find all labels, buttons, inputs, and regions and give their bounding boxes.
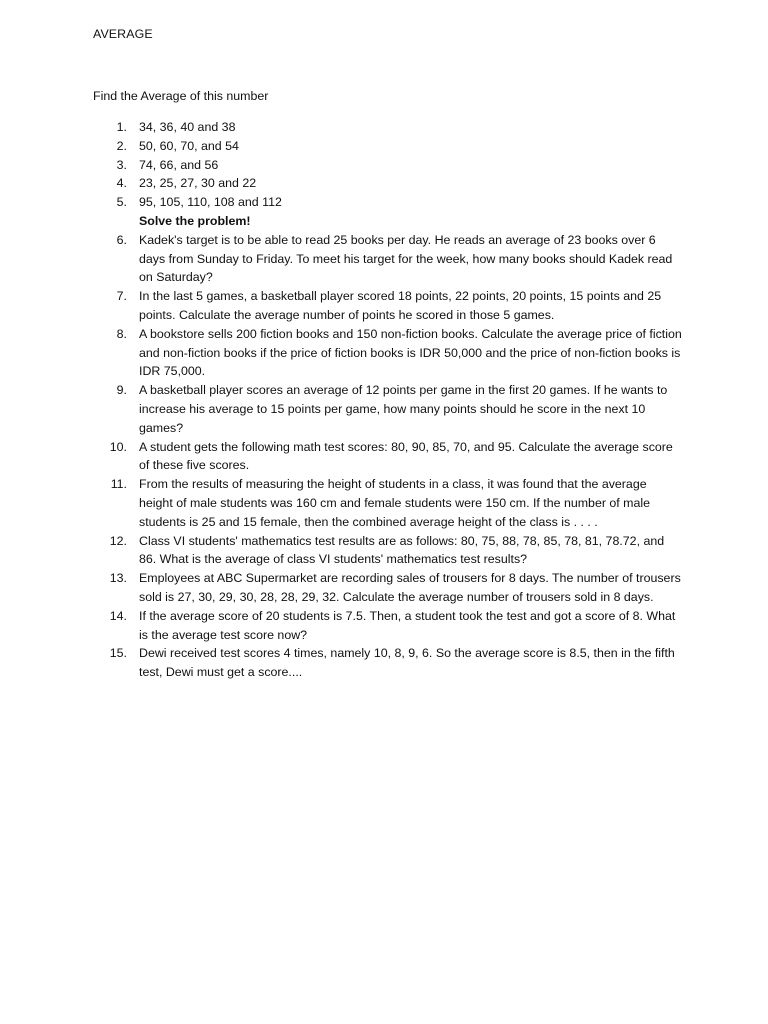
question-text: 74, 66, and 56 — [139, 157, 219, 172]
question-number: 4. — [116, 176, 127, 191]
document-title: AVERAGE — [93, 27, 153, 41]
question-number: 5. — [116, 195, 127, 210]
question-text: A basketball player scores an average of 12 points per game in the first 20 games. If he wants to increase his average to 15 points per game, how many points should he score in the next 10 games? — [139, 383, 668, 435]
question-number: 15. — [109, 646, 127, 661]
question-number: 9. — [116, 383, 127, 398]
question-text: Kadek's target is to be able to read 25 books per day. He reads an average of 23 books over 6 days from Sunday to Friday. To meet his target for the week, how many books should Kadek read on Saturday? — [139, 232, 673, 285]
question-text: Class VI students' mathematics test results are as follows: 80, 75, 88, 78, 85, 78, 81, 78.72, and 86. What is the average of class VI students' mathematics test results? — [139, 533, 665, 567]
question-text: A bookstore sells 200 fiction books and 150 non-fiction books. Calculate the average price of fiction and non-fiction books if the price of fiction books is IDR 50,000 and the price of non-fiction books is IDR 75,000. — [139, 326, 682, 379]
list-item — [93, 381, 683, 437]
list-item — [93, 644, 683, 682]
question-text: In the last 5 games, a basketball player scored 18 points, 22 points, 20 points, 15 points and 25 points. Calculate the average number of points he scored in those 5 games. — [139, 289, 662, 322]
question-number: 3. — [116, 157, 127, 172]
list-item — [93, 532, 683, 570]
question-number: 13. — [109, 571, 127, 586]
list-item — [93, 118, 683, 137]
question-text: If the average score of 20 students is 7.5. Then, a student took the test and got a score of 8. What is the average test score now? — [139, 608, 676, 642]
list-item — [93, 607, 683, 645]
question-number: 12. — [109, 533, 127, 548]
question-text: 95, 105, 110, 108 and 112 — [139, 195, 282, 210]
list-item — [93, 193, 683, 212]
list-item — [93, 156, 683, 175]
question-text: Dewi received test scores 4 times, namely 10, 8, 9, 6. So the average score is 8.5, then in the fifth test, Dewi must get a score.... — [139, 646, 675, 680]
question-number: 10. — [109, 439, 127, 454]
question-number: 2. — [116, 138, 127, 153]
question-number: 1. — [116, 120, 127, 134]
instruction-text: Find the Average of this number — [93, 89, 269, 103]
list-item — [93, 137, 683, 156]
list-item — [93, 325, 683, 381]
section-subheading — [93, 212, 683, 231]
question-text: From the results of measuring the height of students in a class, it was found that the average height of male students was 160 cm and female students were 150 cm. If the number of male students is 25 and 15 female, then the combined average height of the class is . . . . — [139, 477, 651, 529]
question-text: A student gets the following math test scores: 80, 90, 85, 70, and 95. Calculate the average score of these five scores. — [139, 439, 673, 473]
question-text: 50, 60, 70, and 54 — [139, 138, 239, 153]
list-item — [93, 438, 683, 476]
list-item — [93, 475, 683, 531]
list-item — [93, 287, 683, 325]
list-item — [93, 569, 683, 607]
question-text: 34, 36, 40 and 38 — [139, 120, 236, 134]
question-number: 6. — [116, 232, 127, 247]
question-list — [93, 118, 683, 682]
subheading-text: Solve the problem! — [139, 213, 251, 228]
list-item — [93, 174, 683, 193]
question-number: 7. — [116, 289, 127, 304]
list-item — [93, 231, 683, 287]
question-text: Employees at ABC Supermarket are recording sales of trousers for 8 days. The number of trousers sold is 27, 30, 29, 30, 28, 28, 29, 32. Calculate the average number of trousers sold in 8 days. — [139, 571, 681, 604]
question-number: 14. — [109, 608, 127, 623]
question-number: 11. — [110, 477, 127, 492]
question-text: 23, 25, 27, 30 and 22 — [139, 176, 257, 191]
question-number: 8. — [116, 326, 127, 341]
